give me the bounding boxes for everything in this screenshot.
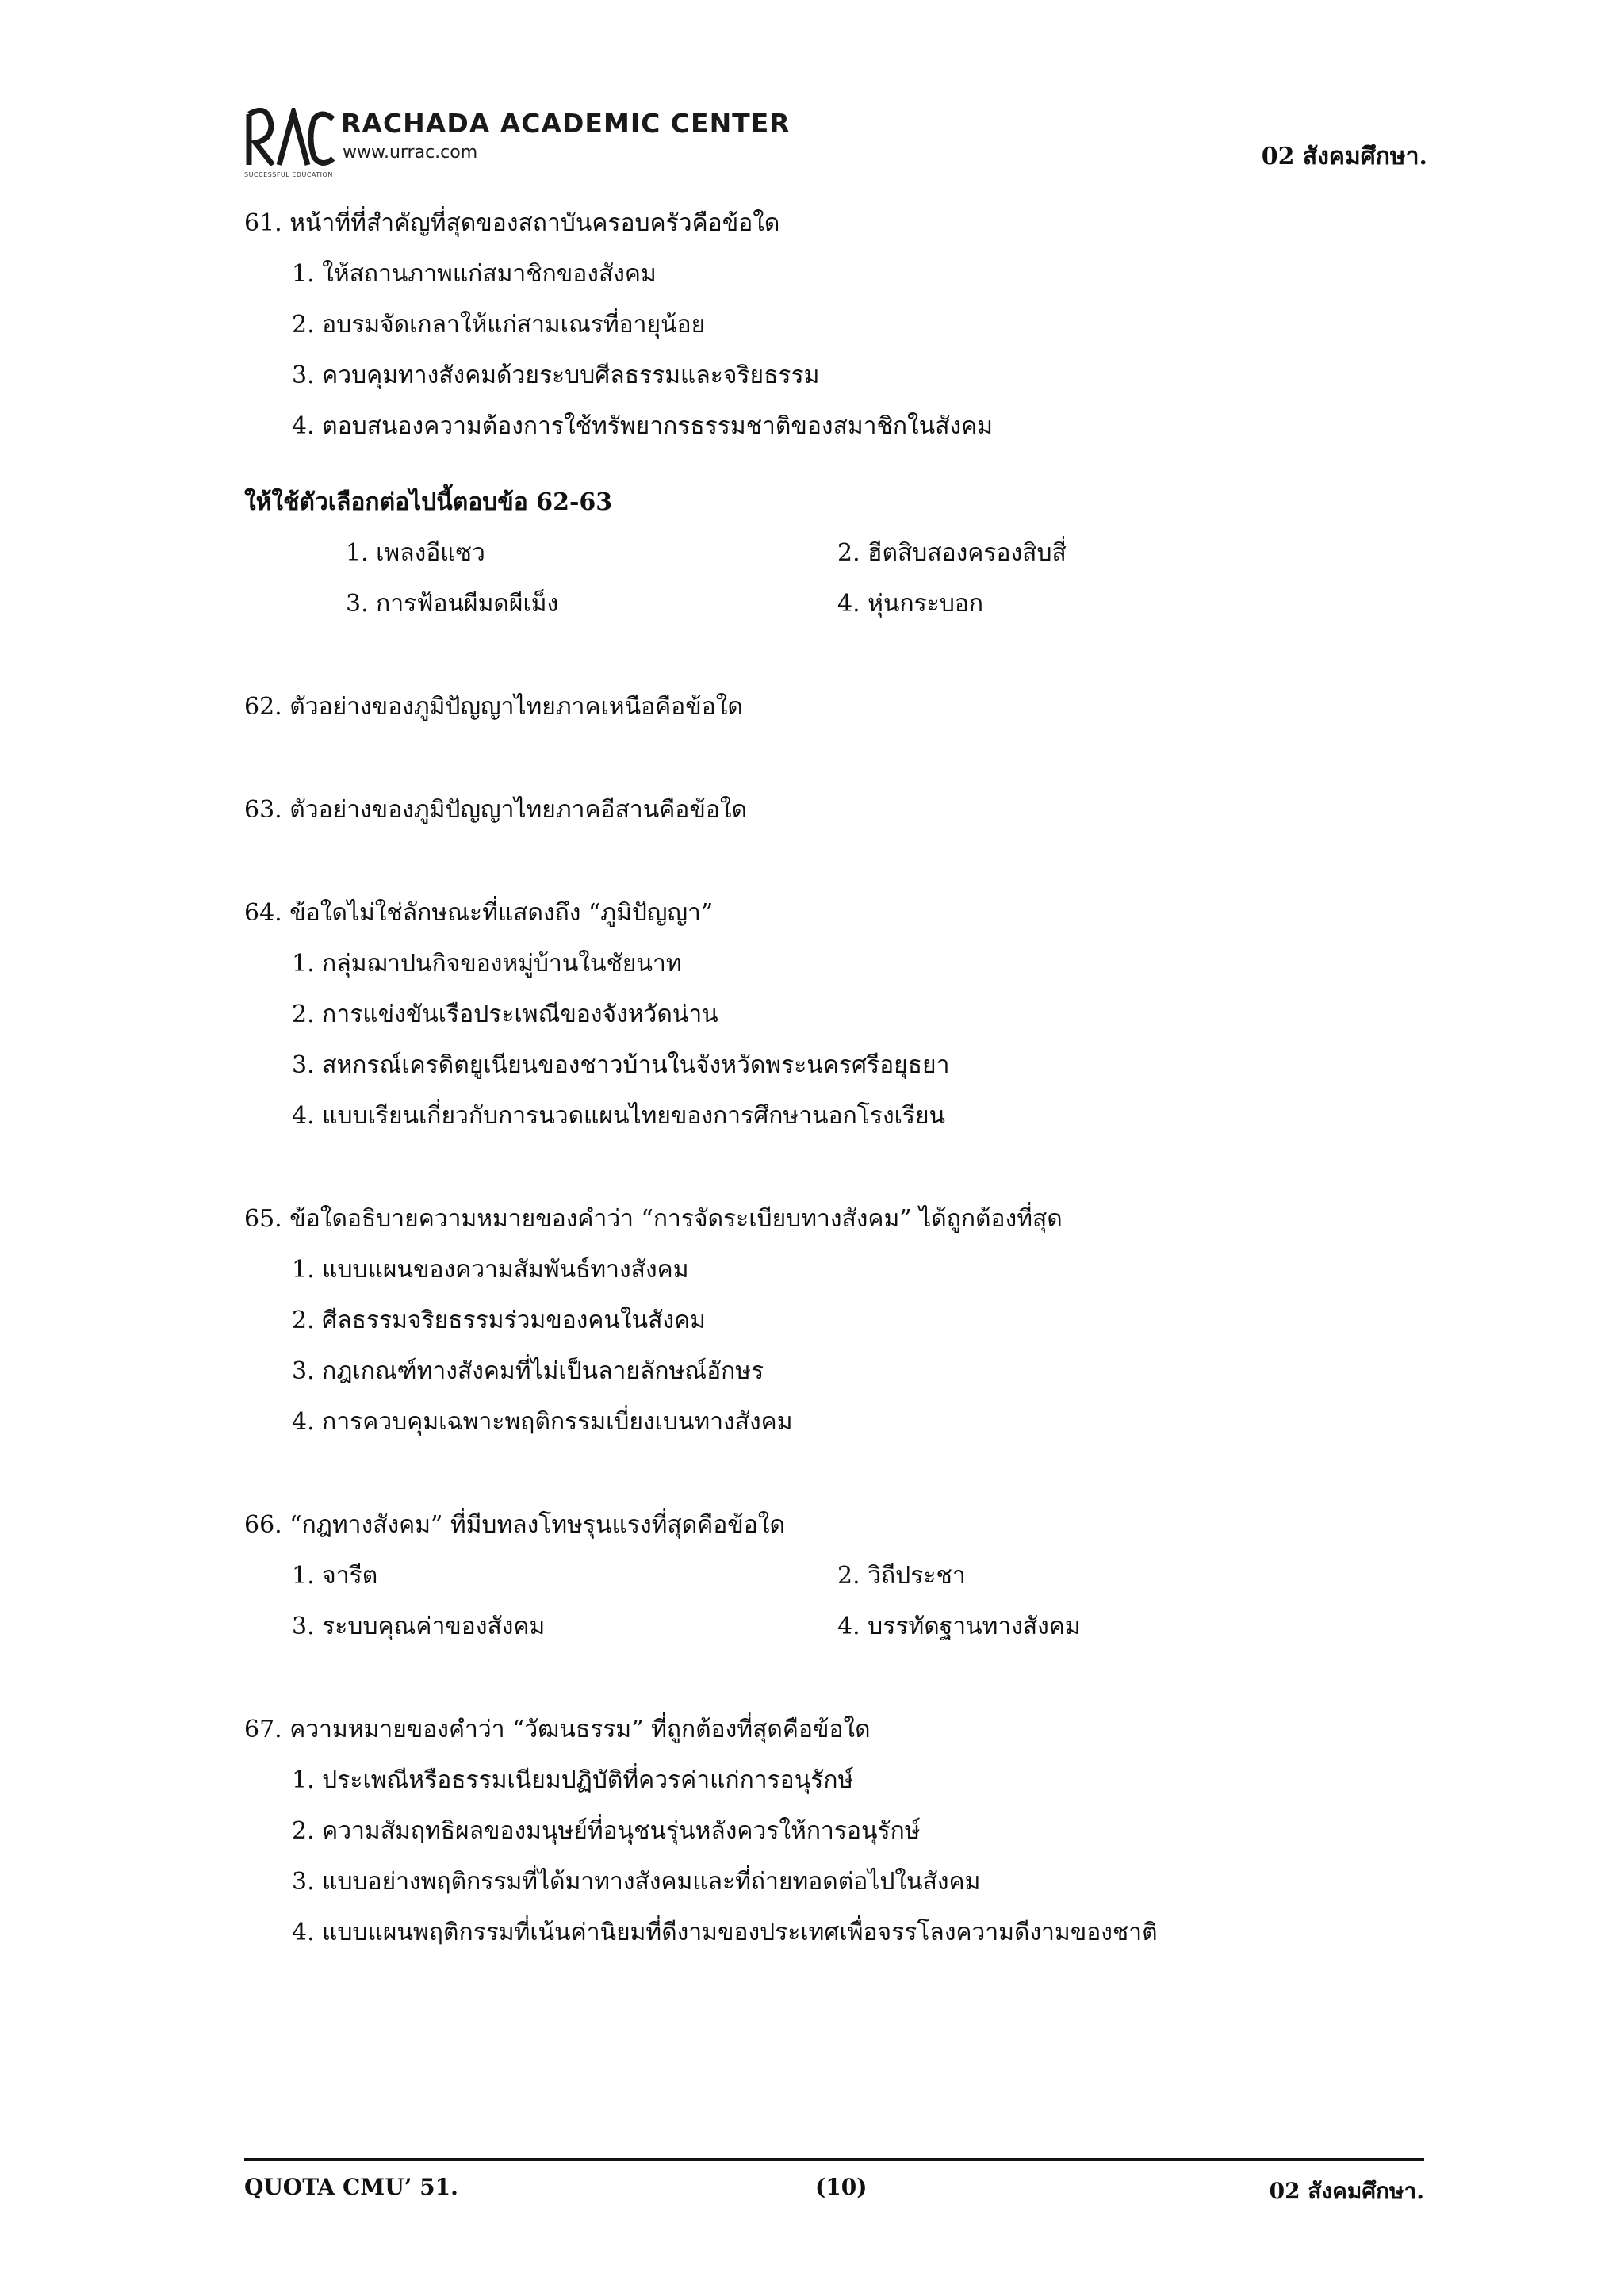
logo: [244, 105, 791, 184]
option-number: 2.: [837, 1562, 860, 1590]
option-text: แบบเรียนเกี่ยวกับการนวดแผนไทยของการศึกษานอกโรงเรียน: [322, 1102, 946, 1130]
question-text: ตัวอย่างของภูมิปัญญาไทยภาคเหนือคือข้อใด: [289, 693, 743, 721]
question-64: [244, 888, 1418, 939]
option-text: การฟ้อนผีมดผีเม็ง: [376, 590, 559, 618]
logo-tagline: SUCCESSFUL EDUCATION: [244, 171, 333, 178]
question-number: 63.: [244, 796, 282, 824]
option-text: ให้สถานภาพแก่สมาชิกของสังคม: [322, 260, 657, 288]
option: [292, 1601, 545, 1652]
option-number: 2.: [837, 539, 860, 567]
option: [244, 1091, 1418, 1142]
question-63: [244, 785, 1418, 836]
option-number: 4.: [292, 412, 315, 440]
option: [244, 1346, 1418, 1397]
option-text: ระบบคุณค่าของสังคม: [322, 1613, 546, 1640]
footer-rule: [244, 2158, 1424, 2161]
option-text: แบบแผนของความสัมพันธ์ทางสังคม: [322, 1256, 689, 1284]
question-text: ความหมายของคำว่า “วัฒนธรรม” ที่ถูกต้องที่สุดคือข้อใด: [289, 1716, 871, 1743]
question-66: [244, 1500, 1418, 1551]
option-text: หุ่นกระบอก: [868, 590, 984, 618]
option-text: ควบคุมทางสังคมด้วยระบบศีลธรรมและจริยธรรม: [322, 362, 820, 389]
option-text: ตอบสนองความต้องการใช้ทรัพยากรธรรมชาติของสมาชิกในสังคม: [322, 412, 993, 440]
option: [244, 249, 1418, 300]
option-text: เพลงอีแซว: [376, 539, 485, 567]
option-number: 3.: [292, 362, 315, 389]
option-number: 1.: [346, 539, 369, 567]
option-number: 4.: [837, 1613, 860, 1640]
footer-exam-name: QUOTA CMU’ 51.: [244, 2174, 458, 2200]
option: [244, 939, 1418, 989]
option-number: 1.: [292, 950, 315, 978]
question-text: ข้อใดไม่ใช่ลักษณะที่แสดงถึง “ภูมิปัญญา”: [289, 899, 714, 927]
rac-logo-mark-icon: [244, 108, 338, 168]
option-number: 2.: [292, 1001, 315, 1028]
question-text: ข้อใดอธิบายความหมายของคำว่า “การจัดระเบียบทางสังคม” ได้ถูกต้องที่สุด: [289, 1205, 1063, 1233]
option: [346, 579, 558, 629]
option-text: วิถีประชา: [868, 1562, 966, 1590]
option: [244, 1908, 1418, 1958]
option-text: ประเพณีหรือธรรมเนียมปฏิบัติที่ควรค่าแก่การอนุรักษ์: [322, 1766, 854, 1794]
option-text: กฎเกณฑ์ทางสังคมที่ไม่เป็นลายลักษณ์อักษร: [322, 1357, 764, 1385]
option-text: อบรมจัดเกลาให้แก่สามเณรที่อายุน้อย: [322, 311, 706, 339]
option-number: 1.: [292, 1256, 315, 1284]
logo-name: RACHADA ACADEMIC CENTER: [341, 108, 791, 139]
option-number: 3.: [292, 1051, 315, 1079]
page-footer: [244, 2174, 1424, 2214]
option-text: ศีลธรรมจริยธรรมร่วมของคนในสังคม: [322, 1307, 706, 1334]
option: [346, 528, 485, 579]
shared-instruction: ให้ใช้ตัวเลือกต่อไปนี้ตอบข้อ 62-63: [244, 488, 613, 516]
option: [244, 1397, 1418, 1448]
option: [837, 579, 983, 629]
option-number: 1.: [292, 260, 315, 288]
option-number: 3.: [292, 1613, 315, 1640]
question-text: หน้าที่ที่สำคัญที่สุดของสถาบันครอบครัวคือข้อใด: [289, 209, 780, 237]
option: [244, 401, 1418, 452]
option-text: แบบแผนพฤติกรรมที่เน้นค่านิยมที่ดีงามของประเทศเพื่อจรรโลงความดีงามของชาติ: [322, 1919, 1158, 1946]
question-number: 61.: [244, 209, 282, 237]
option-text: จารีต: [322, 1562, 378, 1590]
question-text: ตัวอย่างของภูมิปัญญาไทยภาคอีสานคือข้อใด: [289, 796, 747, 824]
logo-url: www.urrac.com: [343, 143, 478, 163]
option-text: การควบคุมเฉพาะพฤติกรรมเบี่ยงเบนทางสังคม: [322, 1408, 793, 1436]
option-text: การแข่งขันเรือประเพณีของจังหวัดน่าน: [322, 1001, 718, 1028]
option: [244, 1245, 1418, 1295]
question-62: [244, 682, 1418, 733]
option-number: 2.: [292, 311, 315, 339]
option-number: 2.: [292, 1817, 315, 1845]
shared-options-row: [244, 579, 1418, 629]
options-row: [244, 1551, 1418, 1601]
options-row: [244, 1601, 1418, 1652]
option-text: ความสัมฤทธิผลของมนุษย์ที่อนุชนรุ่นหลังควรให้การอนุรักษ์: [322, 1817, 921, 1845]
option-text: บรรทัดฐานทางสังคม: [868, 1613, 1081, 1640]
question-number: 62.: [244, 693, 282, 721]
option: [244, 300, 1418, 350]
option-number: 4.: [292, 1102, 315, 1130]
header-subject: 02 สังคมศึกษา.: [1261, 143, 1427, 170]
exam-content: [244, 198, 1418, 1958]
option-number: 3.: [346, 590, 369, 618]
question-number: 67.: [244, 1716, 282, 1743]
option: [837, 528, 1067, 579]
option: [837, 1601, 1081, 1652]
question-text: “กฎทางสังคม” ที่มีบทลงโทษรุนแรงที่สุดคือข้อใด: [289, 1511, 785, 1539]
option: [292, 1551, 377, 1601]
question-number: 64.: [244, 899, 282, 927]
question-number: 66.: [244, 1511, 282, 1539]
option: [244, 1857, 1418, 1908]
option-number: 2.: [292, 1307, 315, 1334]
option: [244, 350, 1418, 401]
option-number: 3.: [292, 1357, 315, 1385]
option-number: 4.: [292, 1919, 315, 1946]
option-text: สหกรณ์เครดิตยูเนียนของชาวบ้านในจังหวัดพระนครศรีอยุธยา: [322, 1051, 950, 1079]
option-number: 1.: [292, 1562, 315, 1590]
option-text: กลุ่มฌาปนกิจของหมู่บ้านในชัยนาท: [322, 950, 682, 978]
shared-options-row: [244, 528, 1418, 579]
question-number: 65.: [244, 1205, 282, 1233]
question-61: [244, 198, 1418, 249]
option: [244, 989, 1418, 1040]
option: [244, 1040, 1418, 1091]
footer-page-number: (10): [815, 2174, 868, 2200]
option: [244, 1755, 1418, 1806]
page-header: [244, 105, 1427, 184]
option-number: 4.: [837, 590, 860, 618]
option: [244, 1806, 1418, 1857]
option-number: 1.: [292, 1766, 315, 1794]
option-number: 4.: [292, 1408, 315, 1436]
question-65: [244, 1194, 1418, 1245]
option-number: 3.: [292, 1868, 315, 1896]
footer-subject: 02 สังคมศึกษา.: [1269, 2178, 1424, 2204]
option: [837, 1551, 966, 1601]
question-67: [244, 1705, 1418, 1755]
option: [244, 1295, 1418, 1346]
option-text: แบบอย่างพฤติกรรมที่ได้มาทางสังคมและที่ถ่ายทอดต่อไปในสังคม: [322, 1868, 981, 1896]
option-text: ฮีตสิบสองครองสิบสี่: [868, 539, 1067, 567]
